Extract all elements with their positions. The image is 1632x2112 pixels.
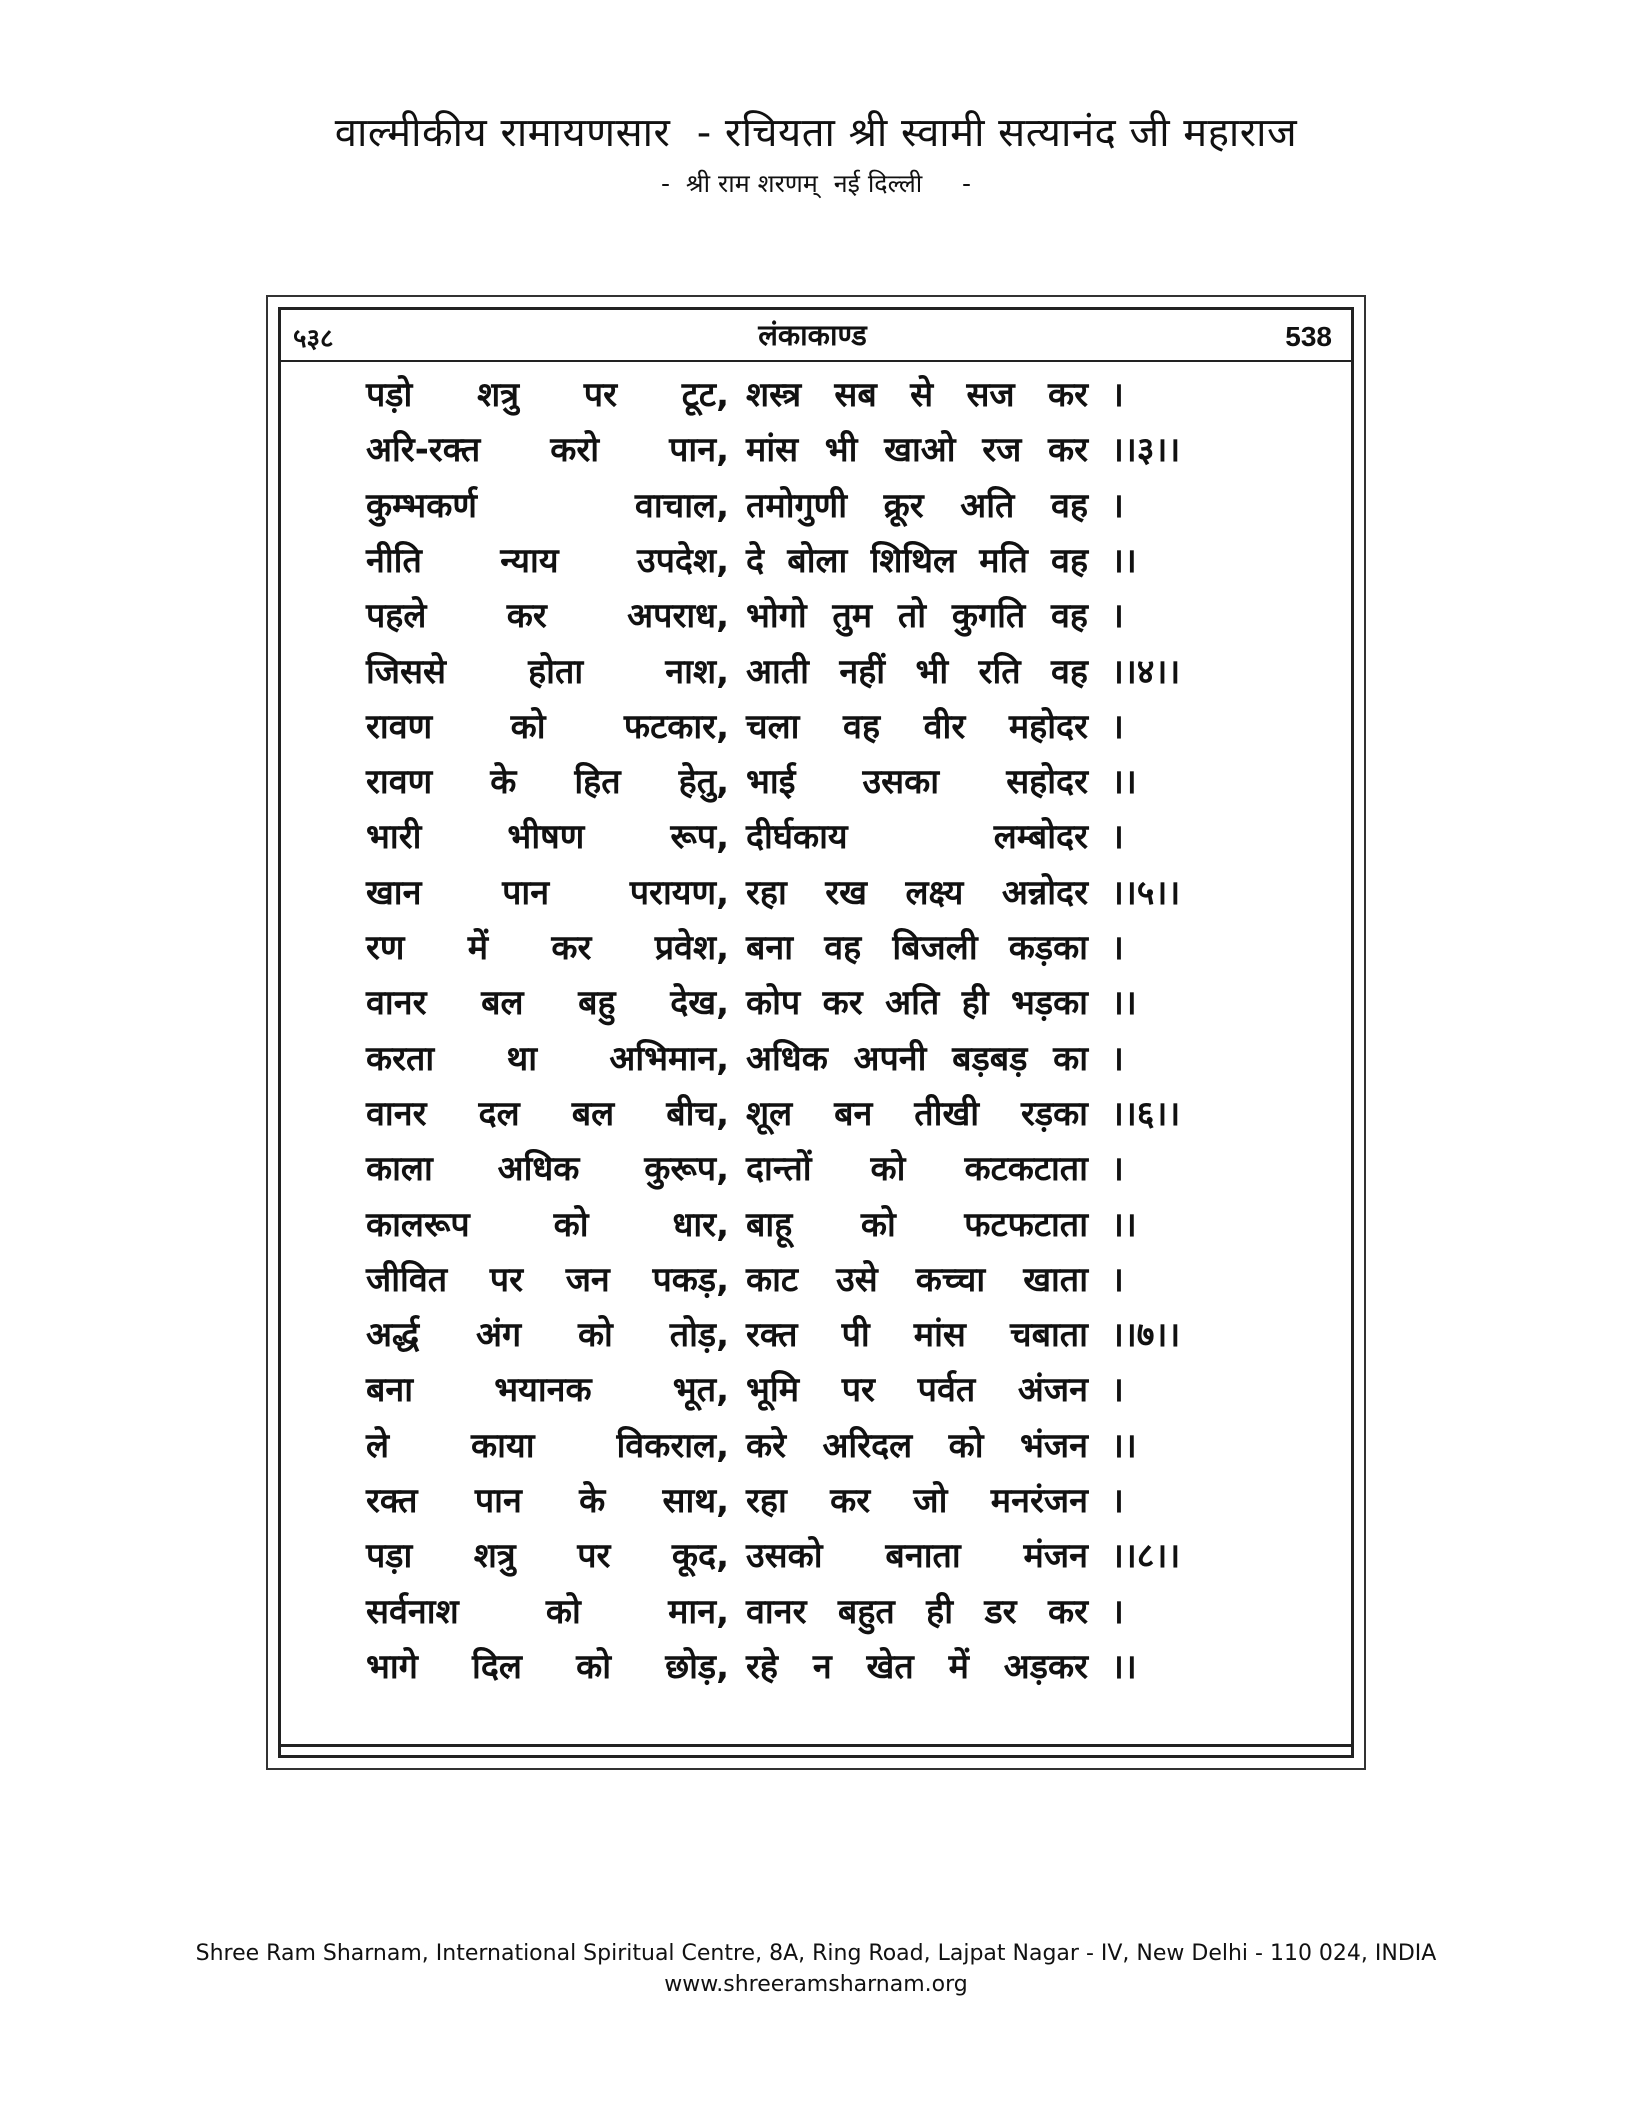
verse-first-half: काला अधिक कुरूप, (366, 1149, 729, 1190)
verse-second-half: करे अरिदल को भंजन (746, 1425, 1088, 1466)
verse-first-half: पहले कर अपराध, (366, 596, 729, 637)
verse-marker: । (1111, 1038, 1124, 1079)
verse-second-half: कोप कर अति ही भड़का (746, 983, 1088, 1024)
verse-first-half: रक्त पान के साथ, (366, 1481, 729, 1521)
verse-first-half: पड़ो शत्रु पर टूट, (366, 375, 729, 415)
verse-marker: । (1111, 1259, 1124, 1300)
verse-first-half: वानर दल बल बीच, (366, 1093, 729, 1134)
verse-marker: ।।५।। (1111, 872, 1181, 913)
heading-divider (278, 360, 1354, 362)
chapter-title: लंकाकाण्ड (758, 318, 867, 352)
verse-second-half: अधिक अपनी बड़बड़ का (746, 1038, 1088, 1079)
verse-first-half: भारी भीषण रूप, (366, 817, 729, 858)
verse-first-half: रावण को फटकार, (366, 706, 729, 747)
verse-first-half: रावण के हित हेतु, (366, 762, 729, 803)
page-heading-row (293, 315, 1332, 359)
verse-second-half: रहा रख लक्ष्य अन्नोदर (746, 872, 1088, 913)
verse-second-half: भाई उसका सहोदर (746, 762, 1088, 803)
verse-first-half: भागे दिल को छोड़, (366, 1646, 729, 1687)
verse-marker: ।। (1111, 762, 1137, 803)
verse-second-half: चला वह वीर महोदर (746, 706, 1088, 747)
verse-marker: ।।८।। (1111, 1536, 1181, 1577)
verse-first-half: जीवित पर जन पकड़, (366, 1259, 729, 1300)
verse-second-half: भोगो तुम तो कुगति वह (746, 596, 1088, 637)
verse-marker: ।।३।। (1111, 430, 1181, 471)
page-frame (266, 295, 1366, 1770)
verse-second-half: मांस भी खाओ रज कर (746, 430, 1088, 471)
verse-marker: ।। (1111, 540, 1137, 581)
verse-first-half: बना भयानक भूत, (366, 1370, 729, 1411)
verse-marker: ।।४।। (1111, 651, 1181, 692)
verse-first-half: कालरूप को धार, (366, 1204, 729, 1245)
verse-marker: । (1111, 1149, 1124, 1190)
verse-first-half: जिससे होता नाश, (366, 651, 729, 692)
verse-second-half: दान्तों को कटकटाता (746, 1149, 1088, 1190)
verse-second-half: बना वह बिजली कड़का (746, 928, 1088, 968)
footer-address: Shree Ram Sharnam, International Spiritual Centre, 8A, Ring Road, Lajpat Nagar - IV, New Delhi - 110 024, INDIA (195, 1941, 1437, 1966)
verse-first-half: ले काया विकराल, (366, 1425, 729, 1466)
verse-second-half: उसको बनाता मंजन (746, 1536, 1088, 1577)
verse-marker: ।। (1111, 983, 1137, 1024)
verse-second-half: भूमि पर पर्वत अंजन (746, 1370, 1088, 1411)
verse-marker: । (1111, 817, 1124, 858)
verse-first-half: पड़ा शत्रु पर कूद, (366, 1536, 729, 1577)
document-title: वाल्मीकीय रामायणसार - रचियता श्री स्वामी सत्यानंद जी महाराज (334, 110, 1298, 156)
verse-first-half: करता था अभिमान, (366, 1038, 729, 1079)
verse-marker: । (1111, 375, 1124, 415)
verse-second-half: आती नहीं भी रति वह (746, 651, 1088, 692)
verse-second-half: बाहू को फटफटाता (746, 1204, 1088, 1245)
page-number: 538 (1285, 321, 1332, 352)
verse-marker: । (1111, 1481, 1124, 1521)
page-number-devanagari: ५३८ (293, 324, 334, 354)
verse-marker: । (1111, 1370, 1124, 1411)
verse-second-half: काट उसे कच्चा खाता (746, 1259, 1088, 1300)
verse-second-half: रहे न खेत में अड़कर (746, 1646, 1088, 1687)
verse-marker: ।।६।। (1111, 1093, 1181, 1134)
verse-marker: । (1111, 485, 1124, 526)
verse-second-half: वानर बहुत ही डर कर (746, 1591, 1088, 1632)
verse-marker: । (1111, 928, 1124, 968)
verse-first-half: सर्वनाश को मान, (366, 1591, 729, 1632)
verse-marker: ।।७।। (1111, 1315, 1181, 1356)
footer-website: www.shreeramsharnam.org (664, 1972, 968, 1997)
verse-second-half: रक्त पी मांस चबाता (746, 1315, 1088, 1356)
verse-marker: ।। (1111, 1204, 1137, 1245)
verse-first-half: अरि-रक्त करो पान, (366, 430, 729, 471)
verse-first-half: वानर बल बहु देख, (366, 983, 729, 1024)
verse-second-half: दे बोला शिथिल मति वह (746, 540, 1088, 581)
verse-second-half: दीर्घकाय लम्बोदर (746, 817, 1088, 858)
verse-marker: । (1111, 1591, 1124, 1632)
verse-first-half: अर्द्ध अंग को तोड़, (366, 1315, 729, 1356)
verse-first-half: रण में कर प्रवेश, (366, 928, 729, 968)
verse-marker: ।। (1111, 1425, 1137, 1466)
verse-marker: । (1111, 596, 1124, 637)
verse-marker: ।। (1111, 1646, 1137, 1687)
verse-first-half: नीति न्याय उपदेश, (366, 540, 729, 581)
document-subtitle: - श्री राम शरणम् नई दिल्ली - (660, 169, 972, 198)
verse-second-half: शूल बन तीखी रड़का (746, 1093, 1088, 1134)
verse-second-half: तमोगुणी क्रूर अति वह (746, 485, 1088, 526)
verse-second-half: रहा कर जो मनरंजन (746, 1481, 1088, 1521)
verse-first-half: कुम्भकर्ण वाचाल, (366, 485, 729, 526)
verse-first-half: खान पान परायण, (366, 872, 729, 913)
verse-marker: । (1111, 706, 1124, 747)
verse-second-half: शस्त्र सब से सज कर (746, 375, 1088, 415)
